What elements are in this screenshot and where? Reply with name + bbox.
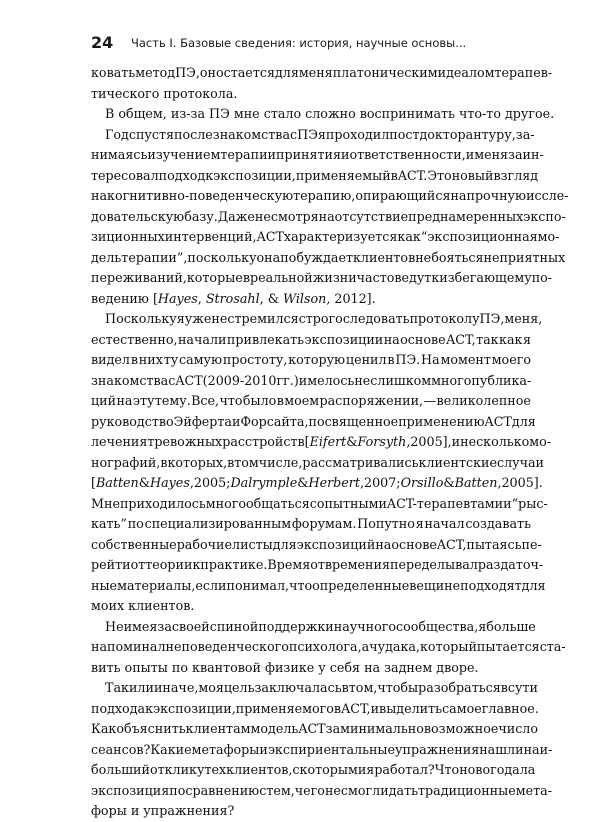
text-line: ковать метод ПЭ, он остается для меня платоническим идеалом терапев-	[91, 65, 553, 80]
paragraph	[91, 104, 555, 125]
text-line: ведению [Hayes, Strosahl, & Wilson, 2012].	[91, 290, 376, 306]
text-line: лечения тревожных расстройств [Eifert & Forsyth, 2005], и несколько мо-	[91, 434, 552, 449]
text-line: вить опыты по квантовой физике у себя на заднем дворе.	[91, 659, 479, 675]
paragraph	[91, 125, 569, 310]
text-line: форы и упражнения?	[91, 803, 235, 818]
text-line: сеансов? Какие метафоры и экспириентальные упражнения нашли наи-	[91, 741, 553, 757]
text-line: больший отклик у тех клиентов, с которыми я работал? Что нового дала	[91, 762, 536, 777]
body-text	[91, 63, 569, 822]
text-line: Год спустя после знакомства с ПЭ я проходил постдокторантуру, за-	[105, 126, 535, 142]
text-line: Поскольку я уже не стремился строго следовать протоколу ПЭ, меня,	[105, 311, 543, 326]
text-line: экспозиция по сравнению с тем, чего не смогли дать традиционные мета-	[91, 782, 552, 798]
text-line: собственные рабочие листы для экспозиций на основе ACT, пытаясь пе-	[91, 536, 542, 552]
running-head: Часть I. Базовые сведения: история, научные основы...	[131, 36, 467, 50]
text-line: Как объяснить клиентам модель ACT за минимально возможное число	[91, 721, 539, 736]
text-line: ций на эту тему. Все, что было в моем распоряжении, — великолепное	[91, 393, 531, 408]
text-line: нографий, в которых, в том числе, рассматривались клиентские случаи	[91, 454, 545, 470]
paragraph	[91, 617, 566, 679]
text-line: моих клиентов.	[91, 598, 195, 613]
text-line: Не имея за своей спиной поддержки научного сообщества, я больше	[105, 618, 536, 634]
page-number: 24	[91, 33, 114, 52]
text-line: тического протокола.	[91, 85, 238, 101]
paragraph	[91, 309, 552, 617]
text-line: на когнитивно-поведенческую терапию, опирающийся на прочную иссле-	[91, 188, 569, 203]
text-line: видел в них ту самую простоту, которую ценил в ПЭ. На момент моего	[91, 352, 531, 367]
text-line: естественно, начали привлекать экспозиции на основе ACT, так как я	[91, 331, 531, 347]
text-line: рейти от теории к практике. Время от времени я переделывал раздаточ-	[91, 557, 544, 572]
text-line: ные материалы, если понимал, что определенные вещи не подходят для	[91, 577, 546, 593]
text-line: кать” по специализированным форумам. Попутно я начал создавать	[91, 516, 531, 531]
page-header	[91, 33, 560, 55]
text-line: довательскую базу. Даже несмотря на отсутствие преднамеренных экспо-	[91, 208, 566, 224]
text-line: зиционных интервенций, ACT характеризуется как “экспозиционная мо-	[91, 229, 560, 244]
text-line: тересовал подход к экспозиции, применяемый в ACT. Это новый взгляд	[91, 167, 539, 183]
text-line: руководство Эйферта и Форсайта, посвященное применению ACT для	[91, 413, 536, 429]
text-line: [Batten & Hayes, 2005; Dalrymple & Herbert, 2007; Orsillo & Batten, 2005].	[91, 475, 543, 490]
text-line: напоминал не поведенческого психолога, а чудака, который пытается ста-	[91, 639, 566, 654]
text-line: Мне приходилось много общаться с опытными ACT-терапевтами и “рыс-	[91, 495, 548, 511]
text-line: знакомства с ACT (2009-2010 гг.) имелось не слишком много публика-	[91, 372, 532, 388]
text-line: дель терапии”, поскольку она побуждает клиентов не бояться неприятных	[91, 249, 566, 265]
text-line: Так или иначе, моя цель заключалась в том, чтобы разобраться в сути	[105, 680, 538, 695]
text-line: переживаний, которые в реальной жизни часто ведут к избегающему по-	[91, 270, 553, 285]
text-line: подхода к экспозиции, применяемого в ACT, и выделить самое главное.	[91, 700, 539, 716]
text-line: В общем, из-за ПЭ мне стало сложно воспринимать что-то другое.	[105, 106, 555, 121]
paragraph	[91, 63, 553, 104]
text-line: нимаясь изучением терапии принятия и ответственности, и меня заин-	[91, 147, 544, 162]
